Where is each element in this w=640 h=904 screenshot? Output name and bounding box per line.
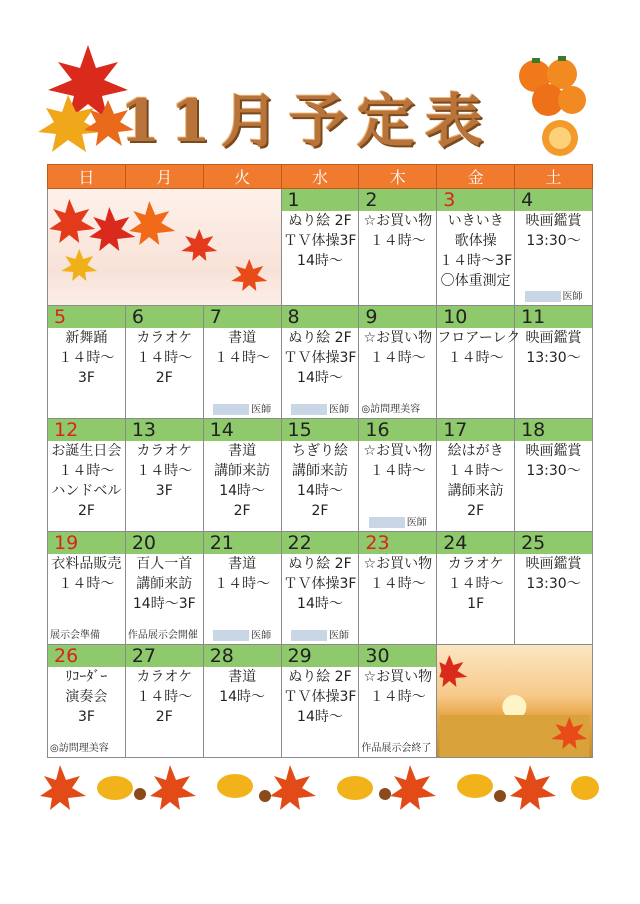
weekday-tuesday: 火 (203, 165, 281, 189)
event-text: 14時～ (297, 370, 343, 386)
event-text: 映画鑑賞 (525, 330, 582, 346)
calendar-day-cell (281, 306, 359, 419)
sunset-field-image (437, 645, 593, 758)
event-text: 14時～ (219, 483, 266, 499)
event-text: １４時～ (58, 463, 115, 479)
weekday-wednesday: 水 (281, 165, 359, 189)
note-text: 展示会準備 (50, 630, 100, 641)
event-text: 映画鑑賞 (525, 213, 582, 229)
event-text: １４時～ (136, 689, 193, 705)
calendar-day-cell (437, 532, 515, 645)
calendar-day-cell (203, 419, 281, 532)
calendar-day-cell (203, 532, 281, 645)
redacted-name-block (213, 630, 249, 641)
day-number: 24 (437, 532, 514, 554)
day-number: 25 (515, 532, 592, 554)
weekday-monday: 月 (125, 165, 203, 189)
event-text: 2F (233, 503, 251, 519)
calendar-day-cell (203, 306, 281, 419)
calendar-day-cell (281, 189, 359, 306)
event-text: １４時～ (58, 350, 115, 366)
event-text: １４時～ (369, 463, 426, 479)
weekday-header-row (48, 165, 593, 189)
event-text: 14時～ (297, 596, 343, 612)
day-note (284, 630, 357, 643)
calendar-day-cell (437, 189, 515, 306)
event-text: １４時～ (369, 576, 426, 592)
event-text: お誕生日会 (51, 443, 122, 459)
event-text: 講師来訪 (447, 483, 504, 499)
calendar-week-row (48, 189, 593, 306)
calendar-day-cell (515, 532, 593, 645)
event-text: ☆お買い物 (363, 213, 433, 229)
weekday-friday: 金 (437, 165, 515, 189)
calendar-day-cell (359, 419, 437, 532)
redacted-name-block (291, 630, 327, 641)
event-text: １４時～ (369, 233, 426, 249)
weekday-thursday: 木 (359, 165, 437, 189)
calendar-day-cell (359, 645, 437, 758)
event-text: １４時～3F (439, 253, 513, 269)
event-text: 映画鑑賞 (525, 556, 582, 572)
note-text: 医師 (328, 404, 349, 415)
event-text: 2F (467, 503, 485, 519)
event-text: １４時～ (447, 576, 504, 592)
day-number: 10 (437, 306, 514, 328)
event-text: 14時～ (219, 689, 266, 705)
calendar-day-cell (125, 532, 203, 645)
day-note (206, 630, 279, 643)
event-text: 演奏会 (65, 689, 108, 705)
day-number: 7 (204, 306, 281, 328)
event-text: ぬり絵 2F (288, 330, 352, 346)
event-text: 講師来訪 (136, 576, 193, 592)
event-text: ＴＶ体操3F (283, 350, 357, 366)
calendar-day-cell (48, 419, 126, 532)
calendar-table (47, 164, 593, 758)
day-number: 3 (437, 189, 514, 211)
event-text: ☆お買い物 (363, 556, 433, 572)
event-text: 13:30～ (526, 576, 581, 592)
day-number: 16 (359, 419, 436, 441)
calendar-day-cell (125, 306, 203, 419)
calendar-day-cell (359, 189, 437, 306)
event-text: ＴＶ体操3F (283, 233, 357, 249)
event-text: 歌体操 (454, 233, 497, 249)
event-text: いきいき (447, 213, 504, 229)
event-text: 13:30～ (526, 463, 581, 479)
day-number: 1 (282, 189, 359, 211)
day-number: 17 (437, 419, 514, 441)
calendar-day-cell (125, 645, 203, 758)
calendar-day-cell (515, 189, 593, 306)
event-text: 3F (77, 370, 95, 386)
note-text: 作品展示会開催 (127, 630, 198, 641)
event-text: ハンドベル (51, 483, 122, 499)
day-number: 14 (204, 419, 281, 441)
sunset-field-icon (437, 645, 592, 757)
event-text: 絵はがき (447, 443, 504, 459)
page-title: 11月予定表 (120, 87, 493, 155)
calendar-day-cell (515, 306, 593, 419)
note-text: 医師 (328, 630, 349, 641)
calendar-day-cell (515, 419, 593, 532)
day-note (361, 404, 434, 416)
event-text: ☆お買い物 (363, 443, 433, 459)
event-text: カラオケ (136, 669, 193, 685)
event-text: ぬり絵 2F (288, 669, 352, 685)
day-number: 29 (282, 645, 359, 667)
redacted-name-block (525, 291, 561, 302)
event-text: 〇体重測定 (440, 273, 511, 289)
event-text: 1F (467, 596, 485, 612)
event-text: 映画鑑賞 (525, 443, 582, 459)
day-number: 15 (282, 419, 359, 441)
event-text: 講師来訪 (291, 463, 348, 479)
event-text: ＴＶ体操3F (283, 689, 357, 705)
calendar-day-cell (48, 532, 126, 645)
day-number: 11 (515, 306, 592, 328)
autumn-leaves-border-icon (40, 760, 600, 810)
day-number: 8 (282, 306, 359, 328)
day-note (50, 630, 123, 642)
event-text: 3F (77, 709, 95, 725)
day-note (284, 404, 357, 417)
day-note (361, 517, 434, 530)
day-number: 6 (126, 306, 203, 328)
calendar-week-row (48, 645, 593, 758)
event-text: １４時～ (369, 689, 426, 705)
calendar-week-row (48, 306, 593, 419)
day-number: 23 (359, 532, 436, 554)
event-text: １４時～ (136, 350, 193, 366)
calendar-day-cell (125, 419, 203, 532)
calendar-day-cell (437, 306, 521, 419)
event-text: １４時～ (214, 350, 271, 366)
calendar-week-row (48, 532, 593, 645)
day-number: 19 (48, 532, 125, 554)
day-note (206, 404, 279, 417)
event-text: 13:30～ (526, 233, 581, 249)
event-text: フロアーレク (437, 330, 521, 346)
calendar-day-cell (48, 645, 126, 758)
day-number: 18 (515, 419, 592, 441)
event-text: １４時～ (447, 350, 504, 366)
note-text: ◎訪問理美容 (361, 404, 421, 415)
day-note (517, 291, 590, 304)
day-number: 13 (126, 419, 203, 441)
day-note (128, 630, 201, 642)
day-number: 9 (359, 306, 436, 328)
event-text: 2F (77, 503, 95, 519)
event-text: １４時～ (447, 463, 504, 479)
event-text: ぬり絵 2F (288, 556, 352, 572)
maple-branch-icon (48, 189, 281, 301)
calendar-day-cell (437, 419, 515, 532)
day-number: 28 (204, 645, 281, 667)
note-text: 医師 (406, 517, 427, 528)
event-text: 14時～ (297, 483, 343, 499)
event-text: ☆お買い物 (363, 669, 433, 685)
event-text: 2F (155, 370, 173, 386)
day-number: 30 (359, 645, 436, 667)
event-text: 2F (311, 503, 329, 519)
event-text: 新舞踊 (65, 330, 108, 346)
calendar-day-cell (281, 419, 359, 532)
day-number: 12 (48, 419, 125, 441)
event-text: ＴＶ体操3F (283, 576, 357, 592)
event-text: １４時～ (214, 576, 271, 592)
event-text: １４時～ (136, 463, 193, 479)
event-text: ﾘｺｰﾀﾞｰ (65, 669, 108, 685)
day-note (361, 743, 434, 755)
day-note (50, 743, 123, 755)
calendar-day-cell (359, 306, 437, 419)
event-text: 書道 (228, 330, 257, 346)
event-text: ☆お買い物 (363, 330, 433, 346)
calendar-day-cell (48, 306, 126, 419)
event-text: 書道 (228, 443, 257, 459)
day-number: 21 (204, 532, 281, 554)
calendar-day-cell (281, 645, 359, 758)
event-text: 講師来訪 (214, 463, 271, 479)
event-text: 13:30～ (526, 350, 581, 366)
day-number: 2 (359, 189, 436, 211)
calendar-week-row (48, 419, 593, 532)
event-text: 百人一首 (136, 556, 193, 572)
day-number: 4 (515, 189, 592, 211)
redacted-name-block (369, 517, 405, 528)
day-number: 26 (48, 645, 125, 667)
calendar-day-cell (359, 532, 437, 645)
note-text: ◎訪問理美容 (50, 743, 109, 754)
event-text: ぬり絵 2F (288, 213, 352, 229)
event-text: 14時～3F (132, 596, 196, 612)
maple-leaves-image (48, 189, 282, 306)
note-text: 医師 (251, 630, 272, 641)
weekday-saturday: 土 (515, 165, 593, 189)
weekday-sunday: 日 (48, 165, 126, 189)
day-number: 22 (282, 532, 359, 554)
event-text: 14時～ (297, 253, 343, 269)
event-text: １４時～ (58, 576, 115, 592)
event-text: 2F (155, 709, 173, 725)
event-text: 3F (155, 483, 173, 499)
event-text: カラオケ (447, 556, 504, 572)
calendar-day-cell (281, 532, 359, 645)
event-text: 書道 (228, 669, 257, 685)
note-text: 医師 (562, 291, 583, 302)
redacted-name-block (291, 404, 327, 415)
event-text: 衣料品販売 (51, 556, 122, 572)
calendar-day-cell (203, 645, 281, 758)
event-text: 書道 (228, 556, 257, 572)
event-text: カラオケ (136, 443, 193, 459)
day-number: 27 (126, 645, 203, 667)
day-number: 5 (48, 306, 125, 328)
note-text: 医師 (251, 404, 272, 415)
event-text: カラオケ (136, 330, 193, 346)
note-text: 作品展示会終了 (361, 743, 432, 754)
event-text: 14時～ (297, 709, 343, 725)
day-number: 20 (126, 532, 203, 554)
event-text: １４時～ (369, 350, 426, 366)
redacted-name-block (213, 404, 249, 415)
event-text: ちぎり絵 (291, 443, 348, 459)
